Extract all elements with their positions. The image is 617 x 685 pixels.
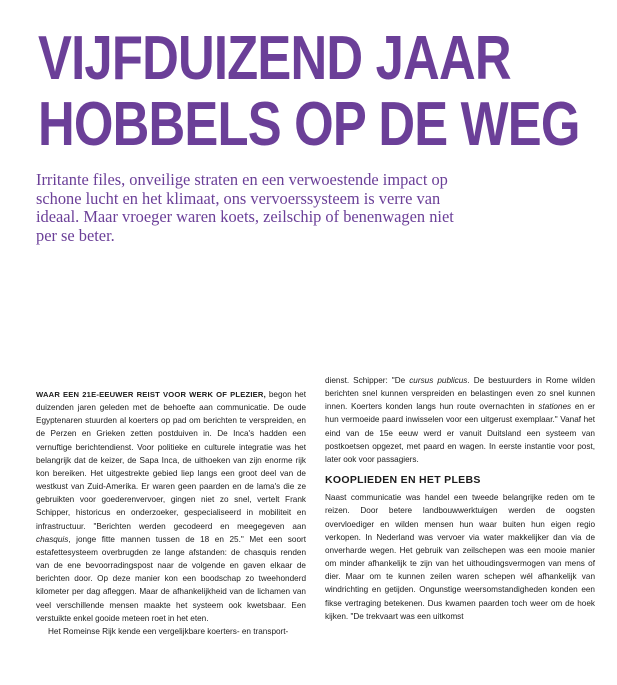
paragraph-text: . De bestuurders in Rome wilden berichten snel kunnen verspreiden en belastingen even zo snel kunnen innen. Koerters konden langs hun route overnachten in bbox=[325, 376, 595, 412]
paragraph-text: begon het duizenden jaren geleden met de behoefte aan communicatie. De oude Egyptenaren stuurden al koerters op pad om berichten te verspreiden, en de Perzen en Grieken zetten postduiven in. De Inca's hadden een vernuftige berichtendienst. Voor politieke en culturele integratie was het belangrijk dat de keizer, de Sapa Inca, de uithoeken van zijn enorme rijk kon bereiken. Het uitgestrekte gebied liep langs een groot deel van de westkust van Zuid-Amerika. Er waren geen paarden en de lama's die ze gebruikten voor goederenvervoer, gingen niet zo snel, vertelt Frank Schipper, historicus en onderzoeker, gespecialiseerd in mobiliteit en infrastructuur. "Berichten werden gecodeerd en meegegeven aan bbox=[36, 390, 307, 531]
paragraph: Het Romeinse Rijk kende een vergelijkbare koerters- en transport- bbox=[48, 626, 289, 636]
emphasis-term: chasquis bbox=[36, 534, 69, 544]
headline-line-1: VIJFDUIZEND JAAR bbox=[38, 24, 511, 93]
emphasis-term: cursus publicus bbox=[409, 376, 468, 385]
paragraph bbox=[36, 388, 306, 625]
paragraph bbox=[325, 374, 595, 466]
paragraph-text: dienst. Schipper: "De bbox=[325, 376, 410, 385]
lead-in: WAAR EEN 21E-EEUWER REIST VOOR WERK OF PLEZIER, bbox=[36, 390, 266, 399]
headline bbox=[38, 24, 580, 159]
article-column-left bbox=[36, 388, 306, 638]
headline-line-2: HOBBELS OP DE WEG bbox=[38, 90, 580, 159]
deck-intro: Irritante files, onveilige straten en een verwoestende impact op schone lucht en het klimaat, ons vervoerssysteem is verre van ideaal. Maar vroeger waren koets, zeilschip of benenwagen niet per se beter. bbox=[36, 170, 454, 246]
paragraph: Naast communicatie was handel een tweede belangrijke reden om te reizen. Door betere landbouwwerktuigen werden de oogsten overvloediger en wilden mensen hun waar buiten hun eigen regio verkopen. In Nederland was vervoer via water makkelijker dan via de onverharde wegen. Het gebruik van zeilschepen was een mooie manier om minder afhankelijk te zijn van het uithoudingsvermogen van mens of dier. Maar om te kunnen zeilen waren schepen wél afhankelijk van windrichting en getijden. Ongunstige weersomstandigheden konden een fikse vertraging betekenen. Dus kwamen paarden toch weer om de hoek kijken. "De trekvaart was een uitkomst bbox=[325, 493, 595, 621]
section-subheading: KOOPLIEDEN EN HET PLEBS bbox=[325, 474, 481, 487]
paragraph-text: en er hun vermoeide paard inwisselen voor een uitgerust exemplaar." Vanaf het eind van de 15e eeuw werd er vanuit Duitsland een systeem van postkoetsen opgezet, met paard en wagen. In eerste instantie voor post, later ook voor passagiers. bbox=[325, 402, 595, 464]
article-column-right bbox=[325, 374, 595, 623]
emphasis-term: stationes bbox=[538, 402, 572, 412]
paragraph-text: , jonge fitte mannen tussen de 18 en 25." Met een soort estafettesysteem overbrugden ze lange afstanden: de chasquis renden van de ene bevoorradingspost naar de volgende en gaven elkaar de berichten door. Op deze manier kon een boodschap zo tweehonderd kilometer per dag afleggen. Maar de afhankelijkheid van de lichamen van veel verschillende mensen maakte het systeem ook kwetsbaar. Een verstuikte enkel gooide meteen roet in het eten. bbox=[36, 534, 306, 623]
